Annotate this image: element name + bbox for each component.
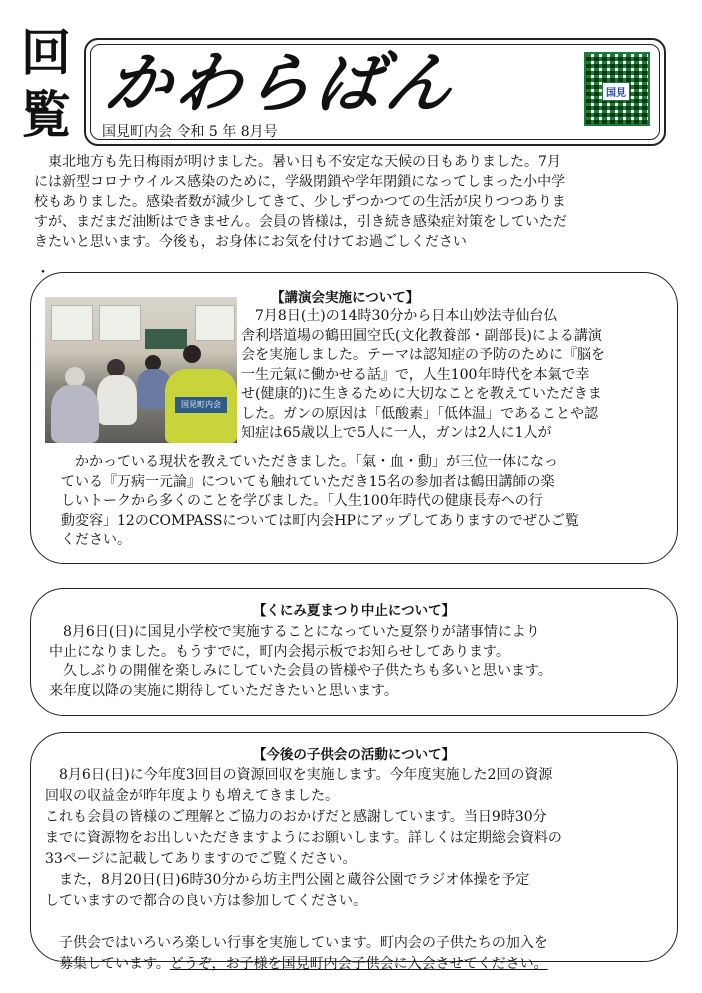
kairan-char-2: 覧 [21, 85, 71, 144]
qr-label: 国見 [602, 82, 630, 101]
newsletter-title: かわらばん [100, 45, 462, 122]
kairan-stamp [18, 22, 74, 146]
festival-paragraph: 8月6日(日)に国見小学校で実施することになっていた夏祭りが諸事情により 中止になりました。もうすでに，町内会掲示板でお知らせしてあります。 久しぶりの開催を楽しみにしていた会員の皆様や子供たちも多いと思います。 来年度以降の実施に期待していただきたいと思います。 [49, 624, 552, 699]
kids-club-paragraph: 8月6日(日)に今年度3回目の資源回収を実施します。今年度実施した2回の資源 回収の収益金が昨年度よりも増えてきました。 これも会員の皆様のご理解とご協力のおかげだと感謝しています。当日9時30分 までに資源物をお出しいただきますようにお願いします。詳しくは定期総会資料の 33ページに記載してありますのでご覧ください。 また，8月20日(日)6時30分から坊主門公園と蔵谷公園でラジオ体操を予定 していますので都合の良い方は参加してください。 [45, 767, 562, 909]
bullet-dot: ・ [36, 265, 50, 281]
masthead-box [84, 38, 666, 146]
kids-club-closing-line-1: 子供会ではいろいろ楽しい行事を実施しています。町内会の子供たちの加入を [45, 935, 548, 951]
festival-title: 【くにみ夏まつり中止について】 [252, 603, 456, 619]
lecture-photo [45, 297, 237, 443]
lecture-title: 【講演会実施について】 [271, 290, 420, 306]
kids-club-closing-plain: 募集しています。 [45, 956, 170, 972]
intro-paragraph: 東北地方も先日梅雨が明けました。暑い日も不安定な天候の日もありました。7月 には新型コロナウイルス感染のために，学級閉鎖や学年閉鎖になってしまった小中学 校もありました。感染者数が減少してきて、少しずつかつての生活が戻りつつありま すが、まだまだ油断はできません。会員の皆様は，引き続き感染症対策をしていただ きたいと思います。今後も，お身体にお気を付けてお過ごしください [34, 154, 567, 250]
kairan-char-1: 回 [21, 23, 71, 82]
qr-code-icon[interactable] [584, 52, 650, 126]
festival-section [30, 588, 678, 716]
kids-club-title: 【今後の子供会の活動について】 [252, 747, 456, 763]
lecture-paragraph-1: 7月8日(土)の14時30分から日本山妙法寺仙台仏 舎利塔道場の鶴田圓空氏(文化教養部・副部長)による講演 会を実施しました。テーマは認知症の予防のために『脳を 一生元氣に働かせる話』で，人生100年時代を本氣で幸 せ(健康的)に生きるために大切なことを教えていただきま した。ガンの原因は「低酸素」「低体温」であることや認 知症は65歳以上で5人に一人，ガンは2人に1人が [241, 308, 605, 441]
kids-club-closing-line-2 [45, 954, 671, 975]
kids-club-section [30, 732, 678, 972]
lecture-section [30, 272, 678, 564]
kids-club-closing [45, 933, 671, 975]
lecture-paragraph-2: かかっている現状を教えていただきました。「氣・血・動」が三位一体になっ ている『万病一元論』についても触れていただき15名の参加者は鶴田講師の楽 しいトークから多くのことを学びました。「人生100年時代の健康長寿への行 動変容」12のCOMPASSについては町内会HPにアップしてありますのでぜひご覧 ください。 [61, 454, 579, 548]
issue-subtitle: 国見町内会 令和 5 年 8月号 [102, 124, 278, 140]
kids-club-join-invitation: どうぞ，お子様を国見町内会子供会に入会させてください。 [169, 956, 548, 972]
photo-vest-label: 国見町内会 [175, 397, 227, 413]
